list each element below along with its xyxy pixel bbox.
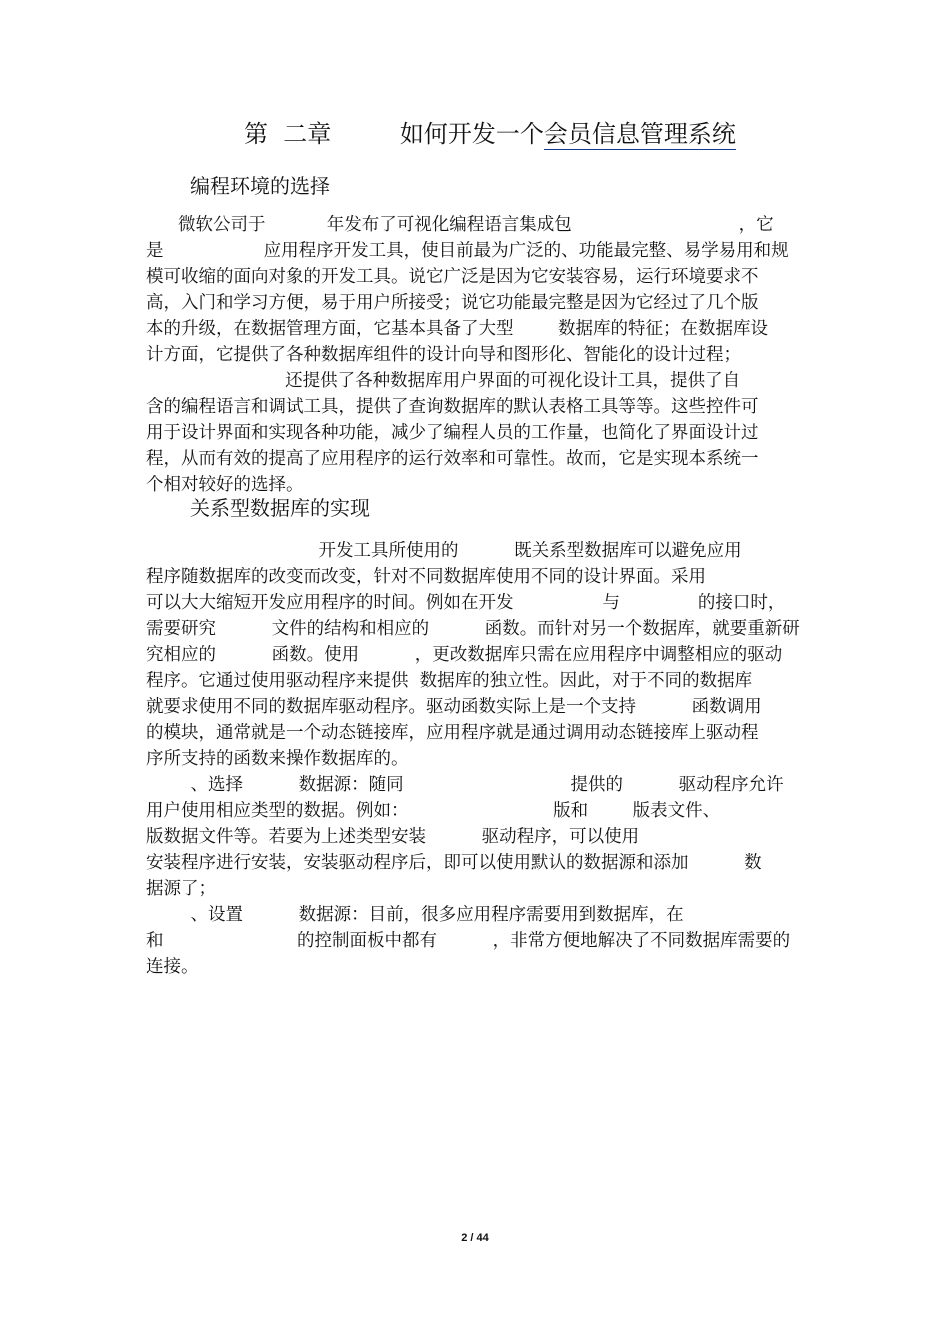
paragraph-line: 是 应用程序开发工具，使目前最为广泛的、功能最完整、易学易用和规 xyxy=(146,241,789,261)
section-heading: 编程环境的选择 xyxy=(190,174,330,198)
paragraph-line: 需要研究 文件的结构和相应的 函数。而针对另一个数据库，就要重新研 xyxy=(146,619,800,639)
paragraph-line: 计方面，它提供了各种数据库组件的设计向导和图形化、智能化的设计过程； xyxy=(146,345,741,365)
paragraph-line: 本的升级，在数据管理方面，它基本具备了大型 数据库的特征；在数据库设 xyxy=(146,319,768,339)
paragraph-line: 安装程序进行安装，安装驱动程序后，即可以使用默认的数据源和添加 数 xyxy=(146,853,762,873)
paragraph-line: 就要求使用不同的数据库驱动程序。驱动函数实际上是一个支持 函数调用 xyxy=(146,697,762,717)
paragraph-line: 个相对较好的选择。 xyxy=(146,475,304,495)
paragraph-line: 模可收缩的面向对象的开发工具。说它广泛是因为它安装容易，运行环境要求不 xyxy=(146,267,759,287)
page-number: 2 / 44 xyxy=(461,1232,489,1244)
paragraph-line: 开发工具所使用的 既关系型数据库可以避免应用 xyxy=(146,541,742,561)
paragraph-line: 据源了； xyxy=(146,879,216,899)
paragraph-line: 高，入门和学习方便，易于用户所接受；说它功能最完整是因为它经过了几个版 xyxy=(146,293,759,313)
paragraph-line: 、选择 数据源：随同 提供的 驱动程序允许 xyxy=(146,775,784,795)
section-heading: 关系型数据库的实现 xyxy=(190,496,370,520)
paragraph-line: 和 的控制面板中都有 ，非常方便地解决了不同数据库需要的 xyxy=(146,931,791,951)
paragraph-line: 的模块，通常就是一个动态链接库，应用程序就是通过调用动态链接库上驱动程 xyxy=(146,723,759,743)
paragraph-line: 可以大大缩短开发应用程序的时间。例如在开发 与 的接口时， xyxy=(146,593,786,613)
chapter-title-underlined: 会员信息管理系统 xyxy=(543,120,736,148)
paragraph-line: 程，从而有效的提高了应用程序的运行效率和可靠性。故而，它是实现本系统一 xyxy=(146,449,759,469)
paragraph-line: 用户使用相应类型的数据。例如： 版和 版表文件、 xyxy=(146,801,721,821)
paragraph-line: 微软公司于 年发布了可视化编程语言集成包 ，它 xyxy=(178,215,774,235)
paragraph-line: 程序。它通过使用驱动程序来提供 数据库的独立性。因此，对于不同的数据库 xyxy=(146,671,753,691)
paragraph-line: 用于设计界面和实现各种功能，减少了编程人员的工作量，也简化了界面设计过 xyxy=(146,423,759,443)
chapter-title-prefix: 第 二章 如何开发一个 xyxy=(244,120,544,148)
paragraph-line: 程序随数据库的改变而改变，针对不同数据库使用不同的设计界面。采用 xyxy=(146,567,706,587)
paragraph-line: 版数据文件等。若要为上述类型安装 驱动程序，可以使用 xyxy=(146,827,640,847)
paragraph-line: 连接。 xyxy=(146,957,199,977)
paragraph-line: 含的编程语言和调试工具，提供了查询数据库的默认表格工具等等。这些控件可 xyxy=(146,397,759,417)
paragraph-line: 、设置 数据源：目前，很多应用程序需要用到数据库，在 xyxy=(146,905,684,925)
paragraph-line: 序所支持的函数来操作数据库的。 xyxy=(146,749,409,769)
paragraph-line: 还提供了各种数据库用户界面的可视化设计工具，提供了自 xyxy=(146,371,741,391)
paragraph-line: 究相应的 函数。使用 ，更改数据库只需在应用程序中调整相应的驱动 xyxy=(146,645,783,665)
chapter-title xyxy=(244,118,736,150)
